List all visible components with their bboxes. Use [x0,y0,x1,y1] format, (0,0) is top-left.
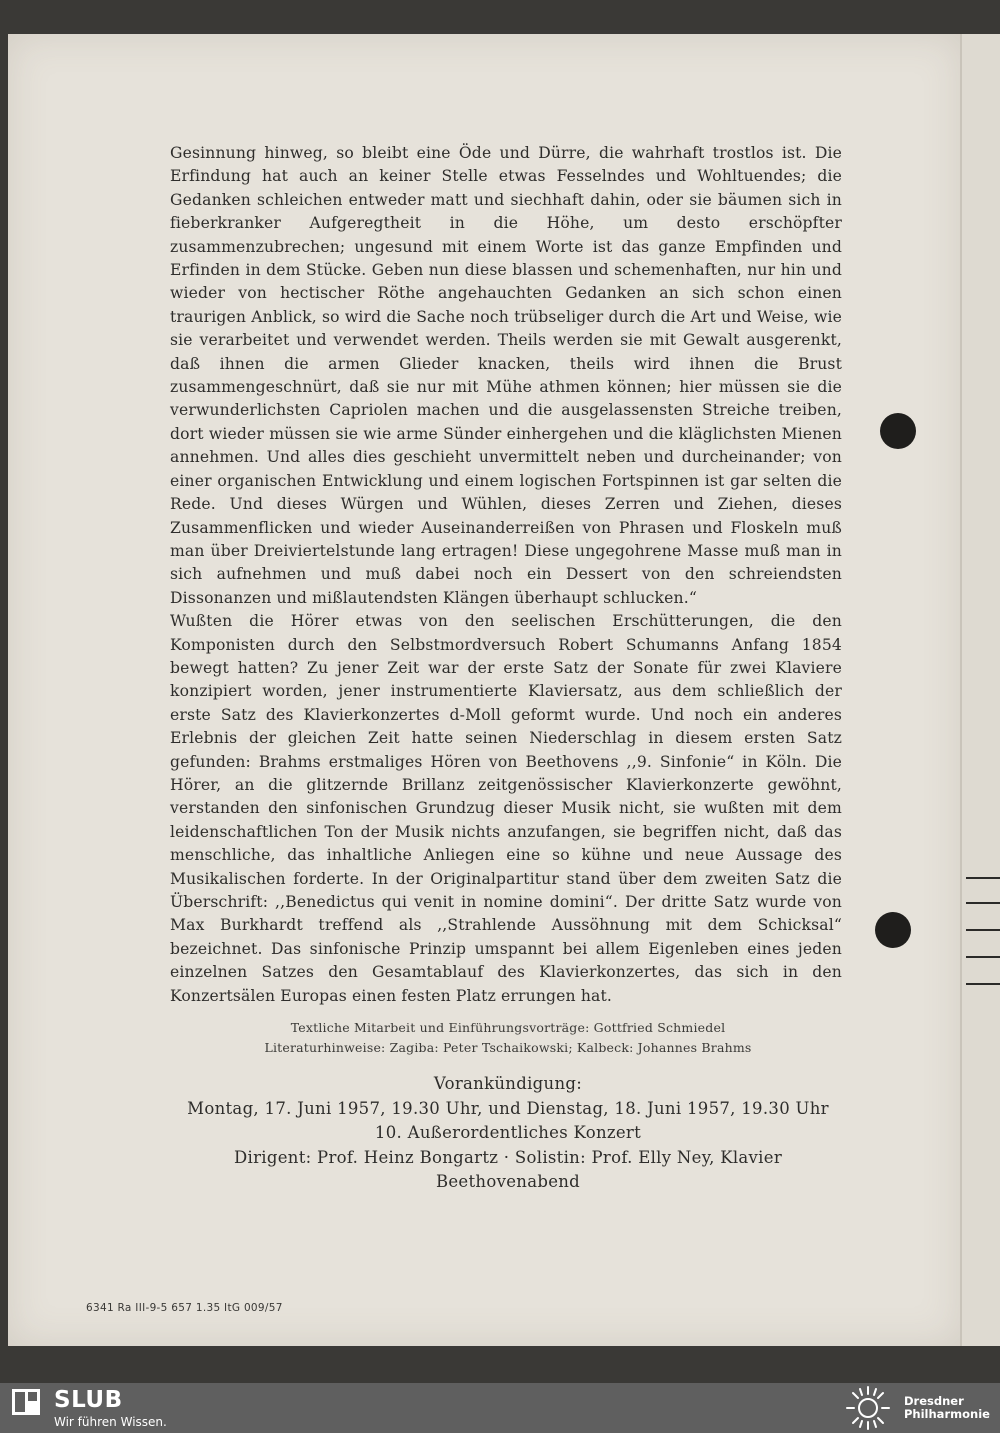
slub-logo-icon[interactable] [12,1389,40,1415]
philharmonie-name-line1: Dresdner [904,1394,964,1408]
announcement-program: Beethovenabend [435,1172,581,1191]
announcement-concert: 10. Außerordentliches Konzert [374,1123,642,1142]
philharmonie-logo-icon[interactable] [842,1385,894,1431]
edge-mark [966,877,1000,879]
body-text [170,142,842,1008]
announcement [150,1072,866,1195]
viewer-footer [0,1383,1000,1433]
philharmonie-name-line2: Philharmonie [904,1407,990,1421]
paragraph-quote: Gesinnung hinweg, so bleibt eine Öde und Dürre, die wahrhaft trostlos ist. Die Erfindung hat auch an keiner Stelle etwas Fesselndes und Wohltuendes; die Gedanken schleichen entweder matt und siechhaft dahin, oder sie bäumen sich in fieberkranker Aufgeregtheit in die Höhe, um desto erschöpfter zusammenzubrechen; ungesund mit einem Worte ist das ganze Empfinden und Erfinden in dem Stücke. Geben nun diese blassen und schemenhaften, nur hin und wieder von hectischer Röthe angehauchten Gedanken an sich schon einen traurigen Anblick, so wird die Sache noch trübseliger durch die Art und Weise, wie sie verarbeitet und verwendet werden. Theils werden sie mit Gewalt ausgerenkt, daß ihnen die armen Glieder knacken, theils wird ihnen die Brust zusammengeschnürt, daß sie nur mit Mühe athmen können; hier müssen sie die verwunderlichsten Capriolen machen und die ausgelassensten Streiche treiben, dort wieder müssen sie wie arme Sünder einhergehen und die kläglichsten Mienen annehmen. Und alles dies geschieht unvermittelt neben und durcheinander; von einer organischen Entwicklung und einem logischen Fortspinnen ist gar selten die Rede. Und dieses Würgen und Wühlen, dieses Zerren und Ziehen, dieses Zusammenflicken und wieder Auseinanderreißen von Phrasen und Floskeln muß man über Dreiviertelstunde lang ertragen! Diese ungegohrene Masse muß man in sich aufnehmen und muß dabei noch ein Dessert von den schreiendsten Dissonanzen und mißlautendsten Klängen überhaupt schlucken.“ [170,144,842,607]
slub-tagline: Wir führen Wissen. [54,1415,167,1429]
punch-hole-upper [880,413,916,449]
philharmonie-name[interactable] [904,1395,990,1421]
announcement-dates: Montag, 17. Juni 1957, 19.30 Uhr, und Dienstag, 18. Juni 1957, 19.30 Uhr [187,1098,829,1118]
edge-mark [966,929,1000,931]
print-code: 6341 Ra III-9-5 657 1.35 ItG 009/57 [86,1302,283,1314]
announcement-heading: Vorankündigung: [433,1074,583,1093]
punch-hole-lower [875,912,911,948]
edge-mark [966,902,1000,904]
edge-mark [966,983,1000,985]
edge-mark [966,956,1000,958]
credits [150,1018,866,1058]
adjacent-page-edge [960,34,1000,1346]
slub-name[interactable]: SLUB [54,1387,123,1413]
paragraph-commentary: Wußten die Hörer etwas von den seelischen Erschütterungen, die den Komponisten durch den Selbstmordversuch Robert Schumanns Anfang 1854 bewegt hatten? Zu jener Zeit war der erste Satz der Sonate für zwei Klaviere konzipiert worden, jener instrumentierte Klaviersatz, aus dem schließlich der erste Satz des Klavierkonzertes d-Moll geformt wurde. Und noch ein anderes Erlebnis der gleichen Zeit hatte seinen Niederschlag in diesem ersten Satz gefunden: Brahms erstmaliges Hören von Beethovens ,,9. Sinfonie“ in Köln. Die Hörer, an die glitzernde Brillanz zeitgenössischer Klavierkonzerte gewöhnt, verstanden den sinfonischen Grundzug dieser Musik nicht, sie wußten mit dem leidenschaftlichen Ton der Musik nichts anzufangen, sie begriffen nicht, daß das menschliche, das inhaltliche Anliegen eine so kühne und neue Aussage des Musikalischen forderte. In der Originalpartitur stand über dem zweiten Satz die Überschrift: ,,Benedictus qui venit in nomine domini“. Der dritte Satz wurde von Max Burkhardt treffend als ,,Strahlende Aussöhnung mit dem Schicksal“ bezeichnet. Das sinfonische Prinzip umspannt bei allem Eigenleben eines jeden einzelnen Satzes den Gesamtablauf des Klavierkonzertes, das sich in den Konzertsälen Europas einen festen Platz errungen hat. [170,612,842,1005]
announcement-performers: Dirigent: Prof. Heinz Bongartz · Solistin: Prof. Elly Ney, Klavier [233,1147,783,1167]
credit-line-editorial: Textliche Mitarbeit und Einführungsvorträge: Gottfried Schmiedel [290,1020,726,1035]
credit-line-literature: Literaturhinweise: Zagiba: Peter Tschaikowski; Kalbeck: Johannes Brahms [264,1040,752,1055]
